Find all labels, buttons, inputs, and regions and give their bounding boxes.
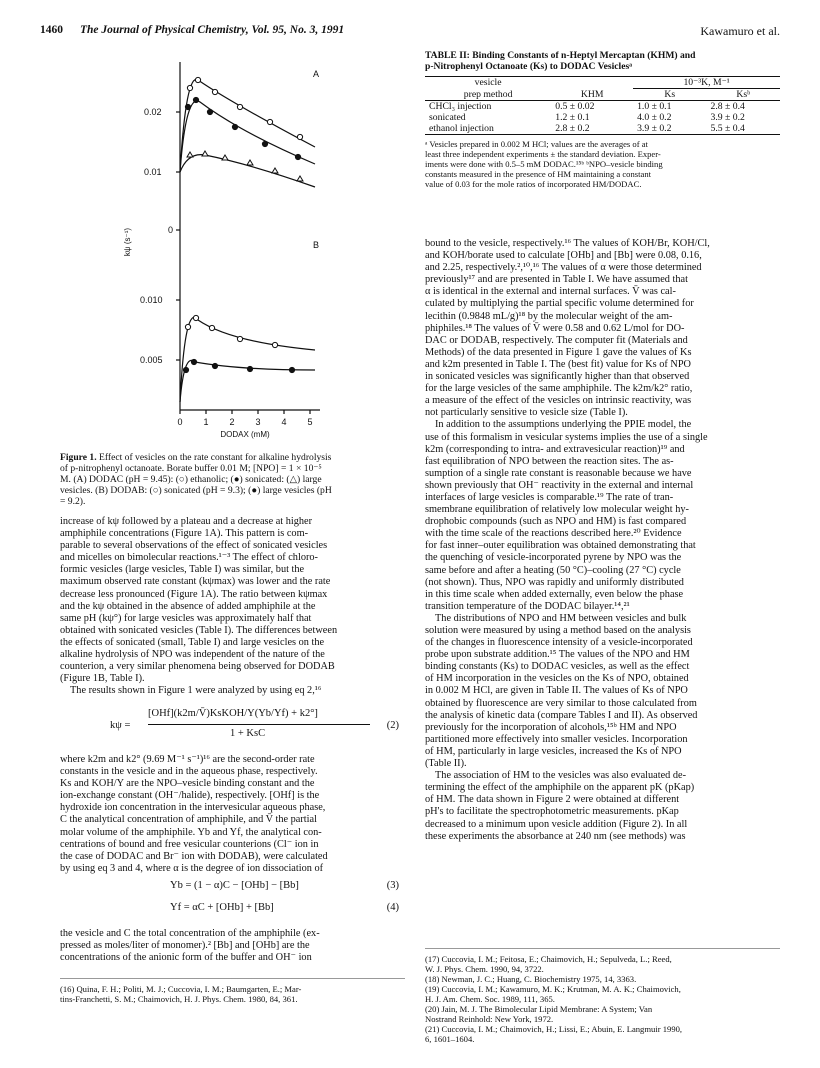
right-column — [425, 238, 780, 843]
caption-line: M. (A) DODAC (pH = 9.45): (○) ethanolic; (●) sonicated: (△) large — [60, 474, 322, 485]
point-sonicated — [207, 109, 212, 114]
markers-a — [185, 77, 303, 181]
point-large — [297, 176, 303, 181]
table-cell: 3.9 ± 0.2 — [710, 112, 745, 123]
paragraph-line: The association of HM to the vesicles was also evaluated de- — [435, 770, 687, 782]
equation-2 — [60, 708, 405, 748]
paragraph-line: and k2m presented in Table I. The (best fit) value for Ks of NPO — [425, 358, 691, 370]
paragraph-line: obtained by fluorescence are very similar to those calculated from — [425, 697, 697, 709]
paragraph-line: for fast inner–outer equilibration was obtained demonstrating that — [425, 540, 696, 552]
footnote-line: H. J. Am. Chem. Soc. 1989, 111, 365. — [425, 994, 555, 1004]
point-b-large — [247, 366, 252, 371]
paragraph-line: (Table II). — [425, 758, 467, 770]
paragraph-line: these experiments the absorbance at 240 nm (see methods) was — [425, 830, 686, 842]
point-ethanolic — [212, 89, 217, 94]
equation-3 — [60, 880, 405, 891]
left-column-continued — [60, 754, 405, 875]
paragraph-line: fast equilibration of NPO between the reaction sites. The as- — [425, 455, 674, 467]
point-sonicated — [295, 154, 300, 159]
y-tick-label: 0.01 — [144, 167, 162, 177]
paragraph-line: in sonicated vesicles was significantly higher than that observed — [425, 371, 690, 383]
caption-title: Figure 1. — [60, 452, 97, 463]
paragraph-line: parable to several observations of the effect of sonicated vesicles — [60, 540, 328, 552]
paragraph-line: increase of kψ followed by a plateau and a decrease at higher — [60, 516, 313, 527]
table-footnote — [425, 139, 780, 189]
point-b-sonicated — [272, 342, 277, 347]
paragraph-line: Ks and KOH/Y are the NPO–vesicle binding constant and the — [60, 778, 315, 790]
table-row — [425, 123, 780, 135]
panel-label-b: B — [313, 240, 320, 250]
fit-curve-large — [180, 155, 315, 187]
paragraph-line: decreased to a minimum upon vesicle addition (Figure 2). In all — [425, 818, 688, 830]
equation-numerator: [OHf](k2m/V̄)KsKOH/Y(Yb/Yf) + k2°] — [148, 708, 318, 719]
paragraph-line: by using eq 3 and 4, where α is the degree of ion dissociation of — [60, 862, 324, 874]
paragraph-line: of HM, particularly in large vesicles, increased the Ks of NPO — [425, 745, 682, 757]
table-cell: 2.8 ± 0.4 — [710, 101, 745, 112]
paragraph-line: (not shown). Thus, NPO was rapidly and uniformly distributed — [425, 576, 684, 588]
panel-label-a: A — [313, 69, 320, 79]
table-2 — [425, 50, 780, 189]
paragraph-line: with the time scale of the reactions described here.²⁰ Evidence — [425, 528, 682, 540]
table-cell: sonicated — [429, 112, 466, 123]
equation-number: (4) — [386, 902, 399, 913]
equation-number: (2) — [386, 720, 399, 731]
paragraph-line: In addition to the assumptions underlying the PPIE model, the — [435, 419, 692, 431]
table-title-line: TABLE II: Binding Constants of n-Heptyl Mercaptan (KHM) and — [425, 50, 696, 61]
paragraph-line: not particularly sensitive to vesicle size (Table I). — [425, 407, 628, 419]
paragraph-line: The results shown in Figure 1 were analyzed by using eq 2,¹⁶ — [70, 685, 322, 697]
paragraph-line: transition temperature of the DODAC bilayer.¹⁴,²¹ — [425, 600, 630, 612]
paragraph-line: centrations of bound and free vesicular counterions (Cl⁻ ion in — [60, 838, 319, 850]
table-footnote-line: least three independent experiments ± the standard deviation. Exper- — [425, 149, 661, 159]
paragraph-line: and micelles on bimolecular reactions.¹⁻³ The effect of chloro- — [60, 552, 318, 564]
col-group-header: 10⁻³K, M⁻¹ — [633, 77, 780, 89]
table-cell: 1.0 ± 0.1 — [637, 101, 672, 112]
journal-title: The Journal of Physical Chemistry, Vol. 95, No. 3, 1991 — [80, 24, 345, 36]
paragraph-line: partitioned more effectively into smaller vesicles. Incorporation — [425, 733, 688, 745]
table-cell: 2.8 ± 0.2 — [555, 123, 590, 134]
col-header-ks: Ks — [664, 89, 676, 100]
table-footnote-line: iments were done with 0.5–5 mM DODAC.¹⁵ᵇ ᵇNPO–vesicle binding — [425, 159, 663, 169]
paragraph-line: and the kψ obtained in the absence of added amphiphile at the — [60, 600, 316, 612]
paragraph-line: formic vesicles (large vesicles, Table I) was similar, but the — [60, 564, 305, 576]
paragraph-line: the case of DODAC and Br⁻ ion with DODAB), were calculated — [60, 850, 328, 862]
point-sonicated — [262, 141, 267, 146]
table-cell: 1.2 ± 0.1 — [555, 112, 590, 123]
paragraph-line: the analysis of kinetic data (compare Tables I and II). As observed — [425, 709, 698, 721]
paragraph-line: solution were measured by using a method based on the analysis — [425, 625, 691, 636]
left-column-end — [60, 928, 405, 964]
table-cell: CHCl₃ injection — [429, 101, 492, 112]
equation-number: (3) — [386, 880, 399, 891]
footnote-line: (18) Newman, J. C.; Huang, C. Biochemistry 1975, 14, 3363. — [425, 974, 637, 984]
caption-line: Effect of vesicles on the rate constant for alkaline hydrolysis — [99, 452, 332, 463]
footnote-line: W. J. Phys. Chem. 1990, 94, 3722. — [425, 964, 544, 974]
paragraph-line: in this time scale when added externally, even below the phase — [425, 588, 684, 600]
caption-line: of p-nitrophenyl octanoate. Borate buffer 0.01 M; [NPO] = 1 × 10⁻⁵ — [60, 463, 322, 474]
footnote-line: (20) Jain, M. J. The Bimolecular Lipid Membrane: A System; Van — [425, 1004, 653, 1014]
page-number: 1460 — [40, 24, 63, 36]
paragraph-line: the effects of sonicated (small, Table I) and large vesicles on the — [60, 636, 325, 648]
paragraph-line: lecithin (0.9848 mL/g)¹⁸ by the molecular weight of the am- — [425, 310, 673, 322]
x-tick-label: 5 — [307, 417, 313, 427]
paragraph-line: binding constants (Ks) to DODAC vesicles, as well as the effect — [425, 661, 690, 673]
point-large — [222, 155, 228, 160]
paragraph-line: and KOH/borate used to calculate [OHb] and [Bb] were 0.08, 0.16, — [425, 250, 702, 262]
equation-denominator: 1 + KsC — [230, 728, 266, 739]
paragraph-line: previously for the incorporation of alcohols,¹⁵ᵇ HM and NPO — [425, 721, 677, 733]
equation-text: Yb = (1 − α)C − [OHb] − [Bb] — [170, 880, 299, 891]
figure-caption — [60, 452, 405, 507]
paragraph-line: use of this formalism in vesicular systems implies the use of a single — [425, 431, 708, 443]
paragraph-line: sumption of a single rate constant is reasonable because we have — [425, 467, 692, 479]
paragraph-line: k2m (corresponding to intra- and extravesicular reaction)¹⁹ and — [425, 443, 685, 455]
point-b-large — [289, 367, 294, 372]
y-tick-label: 0 — [168, 225, 174, 235]
point-ethanolic — [237, 104, 242, 109]
paragraph-line: probe upon substrate addition.¹⁵ The values of the NPO and HM — [425, 649, 690, 661]
paragraph-line: molar volume of the amphiphile. Yb and Yf, the analytical con- — [60, 826, 322, 838]
markers-b — [183, 315, 294, 372]
paragraph-line: shown previously that OH⁻ reactivity in the external and internal — [425, 479, 694, 491]
footnote-line: (19) Cuccovia, I. M.; Kawamuro, M. K.; Krutman, M. A. K.; Chaimovich, — [425, 984, 681, 994]
y-axis-label: kψ (s⁻¹) — [123, 227, 132, 257]
paragraph-line: amphiphile concentrations (Figure 1A). This pattern is com- — [60, 528, 309, 540]
paragraph-line: hydroxide ion concentration in the intervesicular aqueous phase, — [60, 802, 326, 814]
paragraph-line: obtained with sonicated vesicles (Table I). The differences between — [60, 624, 338, 636]
table-title — [425, 50, 780, 72]
right-footnotes — [425, 954, 780, 1044]
paragraph-line: α is identical in the external and internal surfaces. V̄ was cal- — [425, 286, 676, 298]
footnote-line: (16) Quina, F. H.; Politi, M. J.; Cuccovia, I. M.; Baumgarten, E.; Mar- — [60, 984, 302, 994]
footnote-line: Nostrand Reinhold: New York, 1972. — [425, 1014, 554, 1024]
point-ethanolic — [297, 134, 302, 139]
left-column — [60, 516, 405, 697]
x-tick-label: 4 — [281, 417, 287, 427]
paragraph-line: constants in the vesicle and in the aqueous phase, respectively. — [60, 766, 318, 778]
paragraph-line: C the analytical concentration of amphiphile, and V̄ the partial — [60, 814, 317, 826]
point-b-large — [191, 359, 196, 364]
running-authors: Kawamuro et al. — [700, 24, 780, 38]
point-b-sonicated — [209, 325, 214, 330]
paragraph-line: and 2.25, respectively.²,¹⁰,¹⁶ The values of α were those determined — [425, 262, 702, 274]
paragraph-line: termining the effect of the amphiphile on the apparent pK (pKap) — [425, 782, 695, 794]
paragraph-line: DAC or DODAB, respectively. The computer fit (Materials and — [425, 334, 688, 346]
fit-curve-b-large — [180, 360, 315, 402]
paragraph-line: interfaces of large vesicles is comparable.¹⁹ The rate of tran- — [425, 491, 674, 503]
paragraph-line: for the large vesicles of the same amphiphile. The k2m/k2° ratio, — [425, 383, 693, 395]
paragraph-line: previously¹⁷ and are presented in Table I. We have assumed that — [425, 274, 688, 286]
point-large — [187, 152, 193, 157]
x-tick-label: 1 — [203, 417, 209, 427]
point-large — [272, 168, 278, 173]
paragraph-line: alkaline hydrolysis of NPO was independent of the nature of the — [60, 649, 325, 661]
paragraph-line: (Figure 1B, Table I). — [60, 673, 145, 685]
paragraph-line: a measure of the effect of the vesicles on intrinsic reactivity, was — [425, 395, 692, 407]
equation-4 — [60, 902, 405, 913]
paragraph-line: pH's to facilitate the spectrophotometric measurements. pKap — [425, 806, 679, 818]
y-tick-label: 0.010 — [140, 295, 163, 305]
point-b-large — [183, 367, 188, 372]
paragraph-line: the quenching of vesicle-incorporated pyrene by NPO was the — [425, 552, 682, 564]
equation-text: Yf = αC + [OHb] + [Bb] — [170, 902, 274, 913]
paragraph-line: of HM incorporation in the vesicles on the Ks of NPO, obtained — [425, 673, 689, 685]
paragraph-line: concentrations of the anionic form of the buffer and OH⁻ ion — [60, 952, 312, 964]
footnote-line: 6, 1601–1604. — [425, 1034, 475, 1044]
table-footnote-line: constants measured in the presence of HM maintaining a constant — [425, 169, 651, 179]
paragraph-line: culated by multiplying the partial specific volume determined for — [425, 298, 694, 310]
point-b-sonicated — [185, 324, 190, 329]
figure-1 — [30, 52, 330, 447]
paragraph-line: ion-exchange constant (OH⁻/halide), respectively. [OHf] is the — [60, 790, 320, 802]
paragraph-line: maximum observed rate constant (kψmax) was lower and the rate — [60, 576, 331, 588]
footnote-line: (21) Cuccovia, I. M.; Chaimovich, H.; Lissi, E.; Abuin, E. Langmuir 1990, — [425, 1024, 683, 1034]
paragraph-line: The distributions of NPO and HM between vesicles and bulk — [435, 612, 687, 624]
point-sonicated — [185, 104, 190, 109]
paragraph-line: phiphiles.¹⁸ The values of V̄ were 0.58 and 0.62 L/mol for DO- — [425, 322, 685, 334]
point-b-sonicated — [237, 336, 242, 341]
point-sonicated — [232, 124, 237, 129]
paragraph-line: drophobic compounds (such as NPO and HM) is fast compared — [425, 516, 687, 528]
x-axis-label: DODAX (mM) — [220, 430, 270, 439]
point-b-sonicated — [193, 315, 198, 320]
paragraph-line: in 0.002 M HCl, are given in Table II. The values of Ks of NPO — [425, 685, 688, 697]
table-row — [425, 112, 780, 123]
point-sonicated — [193, 97, 198, 102]
table-cell: 3.9 ± 0.2 — [637, 123, 672, 134]
table-cell: 4.0 ± 0.2 — [637, 112, 672, 123]
x-tick-label: 2 — [229, 417, 235, 427]
col-header-method: prep method — [463, 88, 513, 100]
footnote-line: tins-Franchetti, S. M.; Chaimovich, H. J. Phys. Chem. 1980, 84, 361. — [60, 994, 298, 1004]
footnote-line: (17) Cuccovia, I. M.; Feitosa, E.; Chaimovich, H.; Sepulveda, L.; Reed, — [425, 954, 672, 964]
y-tick-label: 0.005 — [140, 355, 163, 365]
paragraph-line: counterion, a very similar phenomena being observed for DODAB — [60, 661, 335, 673]
x-tick-label: 3 — [255, 417, 261, 427]
paragraph-line: decrease less pronounced (Figure 1A). The ratio between kψmax — [60, 588, 328, 600]
paragraph-line: Methods) of the data presented in Figure 1 gave the values of Ks — [425, 346, 692, 358]
col-header-khm: KHM — [580, 88, 604, 100]
table-row — [425, 101, 780, 113]
table-cell: ethanol injection — [429, 123, 494, 134]
table-cell: 5.5 ± 0.4 — [710, 123, 745, 134]
table-cell: 0.5 ± 0.02 — [555, 101, 595, 112]
equation-lhs: kψ = — [110, 720, 131, 731]
paragraph-line: of the changes in fluorescence intensity of a vesicle-incorporated — [425, 637, 693, 649]
point-ethanolic — [195, 77, 200, 82]
fit-curve-ethanolic — [180, 79, 315, 172]
table-footnote-line: ᵃ Vesicles prepared in 0.002 M HCl; values are the averages of at — [425, 139, 648, 149]
point-ethanolic — [267, 119, 272, 124]
paragraph-line: pressed as moles/liter of monomer).² [Bb] and [OHb] are the — [60, 940, 310, 952]
point-ethanolic — [187, 85, 192, 90]
x-tick-label: 0 — [177, 417, 183, 427]
paragraph-line: bound to the vesicle, respectively.¹⁶ The values of KOH/Br, KOH/Cl, — [425, 238, 710, 249]
col-header-ksb: Ksᵇ — [736, 89, 751, 100]
point-large — [202, 151, 208, 156]
col-header-vesicle: vesicle — [474, 77, 502, 89]
caption-line: vesicles. (B) DODAB: (○) sonicated (pH = 9.3); (●) large vesicles (pH — [60, 485, 332, 496]
paragraph-line: same before and after a heating (50 °C)–cooling (27 °C) cycle — [425, 564, 681, 576]
footnote-16 — [60, 984, 405, 1004]
point-b-large — [212, 363, 217, 368]
paragraph-line: the vesicle and C the total concentration of the amphiphile (ex- — [60, 928, 320, 939]
table-footnote-line: value of 0.03 for the mole ratios of incorporated HM/DODAC. — [425, 179, 642, 189]
table-title-line: p-Nitrophenyl Octanoate (Ks) to DODAC Vesiclesᵃ — [425, 61, 633, 72]
y-tick-label: 0.02 — [144, 107, 162, 117]
point-large — [247, 160, 253, 165]
paragraph-line: smembrane equilibration of relatively low molecular weight hy- — [425, 504, 689, 516]
caption-line: = 9.2). — [60, 496, 86, 507]
paragraph-line: where k2m and k2° (9.69 M⁻¹ s⁻¹)¹⁶ are the second-order rate — [60, 754, 315, 765]
fit-curve-b-sonicated — [180, 317, 315, 402]
paragraph-line: same pH (kψ°) for large vesicles was approximately half that — [60, 612, 312, 624]
paragraph-line: of HM. The data shown in Figure 2 were obtained at different — [425, 794, 680, 806]
